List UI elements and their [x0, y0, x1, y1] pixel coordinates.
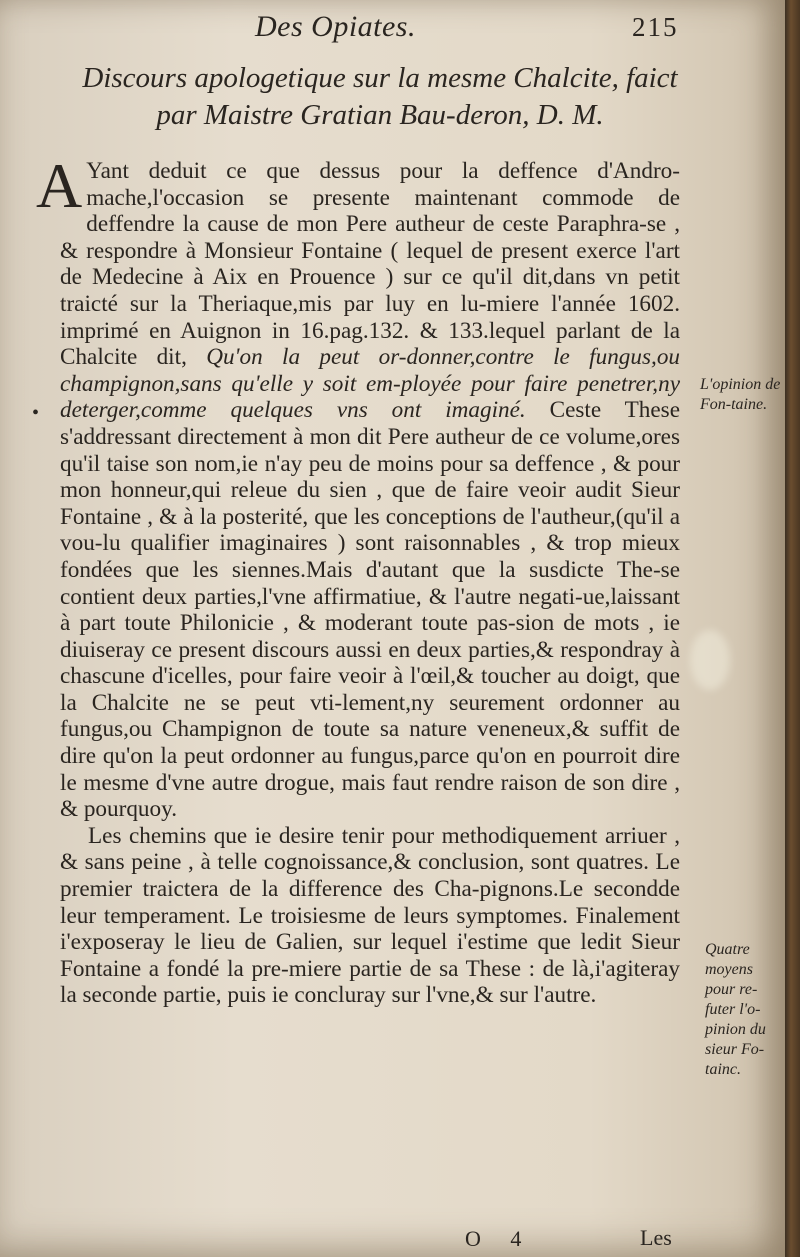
asterisk-marker: •: [32, 402, 40, 424]
drop-cap: A: [36, 150, 83, 221]
page-number: 215: [632, 12, 679, 42]
paragraph-1-text: Yant deduit ce que dessus pour la deffence d'Andro-mache,l'occasion se presente maintenant commode de deffendre la cause de mon Pere autheur de ceste Paraphra-se , & respondre à Monsieur Fontaine ( lequel de present exerce l'art de Medecine à Aix en Prouence ) sur ce qu'il dit,dans vn petit traicté sur la Theriaque,mis par luy en lu-miere l'année 1602. imprimé en Auignon in 16.pag.132. & 133.lequel parlant de la Chalcite dit,: [60, 158, 680, 371]
paper-stain: [690, 630, 730, 690]
margin-note-opinion: L'opinion de Fon-taine.: [700, 376, 781, 413]
signature-mark: O 4: [465, 1226, 534, 1251]
body-text: [36, 150, 681, 1009]
margin-note-four-means: Quatre moyens pour re-futer l'o-pinion du sieur Fo-tainc.: [705, 941, 766, 1078]
paragraph-2: Les chemins que ie desire tenir pour methodiquement arriuer , & sans peine , à telle cognoissance,& conclusion, sont quatres. Le premier traictera de la difference des Cha-pignons.Le secondde leur temperament. Le troisiesme de leurs symptomes. Finalement i'exposeray le lieu de Galien, sur lequel i'estime que ledit Sieur Fontaine a fondé la pre-miere partie de sa These : de là,i'agiteray la seconde partie, puis ie concluray sur l'vne,& sur l'autre.: [60, 822, 680, 1009]
running-head: Des Opiates.: [255, 10, 416, 43]
catchword: Les: [640, 1225, 672, 1250]
section-title: Discours apologetique sur la mesme Chalcite, faict par Maistre Gratian Bau-deron, D. M.: [82, 62, 678, 131]
paragraph-1-continuation: Ceste These s'addressant directement à mon dit Pere autheur de ce volume,ores qu'il taise son nom,ie n'ay peu de moins pour sa deffence , & pour mon honneur,qui releue du sien , que de faire veoir audit Sieur Fontaine , & à la posterité, que les conceptions de l'autheur,(qu'il a vou-lu qualifier imaginaires ) sont raisonnables , & trop mieux fondées que les siennes.Mais d'autant que la susdicte The-se contient deux parties,l'vne affirmatiue, & l'autre negati-ue,laissant à part toute Philonicie , & moderant toute pas-sion de mots , ie diuiseray ce present discours aussi en deux parties,& respondray à chascune d'icelles, pour faire veoir à l'œil,& toucher au doigt, que la Chalcite ne se peut vti-lement,ny seurement ordonner au fungus,ou Champignon de toute sa nature veneneux,& suffit de dire qu'on la peut ordonner au fungus,parce qu'on en pourroit dire le mesme d'vne autre drogue, mais faut rendre raison de son dire , & pourquoy.: [60, 397, 680, 823]
paragraph-1: [36, 150, 681, 823]
quoted-thesis: Qu'on la peut or-donner,contre le fungus,ou champignon,sans qu'elle y soit em-ployée pour faire penetrer,ny deterger,comme quelques vns ont imaginé.: [60, 344, 681, 424]
book-edge: [785, 0, 800, 1257]
